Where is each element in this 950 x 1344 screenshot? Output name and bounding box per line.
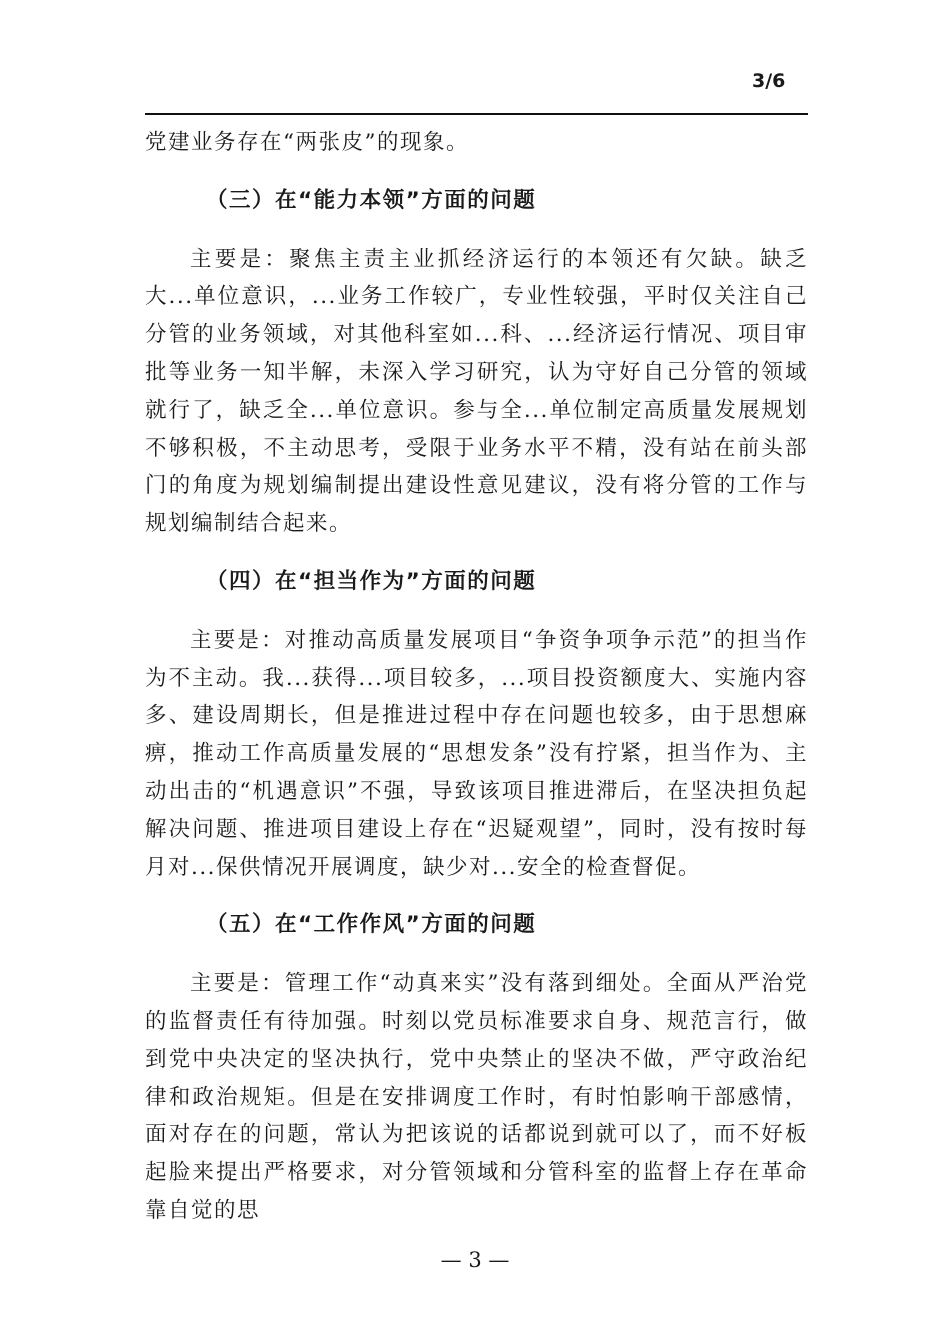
page-counter: 3/6 [752,70,786,92]
section-heading-5: （五）在“工作作风”方面的问题 [206,912,537,938]
footer-page-number: — 3 — [440,1248,510,1272]
header-divider [145,113,808,115]
paragraph-section-3: 主要是：聚焦主责主业抓经济运行的本领还有欠缺。缺乏大...单位意识，...业务工作较广，专业性较强，平时仅关注自己分管的业务领域，对其他科室如...科、...经济运行情况、项目审批等业务一知半解，未深入学习研究，认为守好自己分管的领域就行了，缺乏全...单位意识。参与全...单位制定高质量发展规划不够积极，不主动思考，受限于业务水平不精，没有站在前头部门的角度为规划编制提出建设性意见建议，没有将分管的工作与规划编制结合起来。 [145,246,808,537]
paragraph-section-5: 主要是：管理工作“动真来实”没有落到细处。全面从严治党的监督责任有待加强。时刻以党员标准要求自身、规范言行，做到党中央决定的坚决执行，党中央禁止的坚决不做，严守政治纪律和政治规矩。但是在安排调度工作时，有时怕影响干部感情，面对存在的问题，常认为把该说的话都说到就可以了，而不好板起脸来提出严格要求，对分管领域和分管科室的监督上存在革命靠自觉的思 [145,971,808,1223]
section-heading-3: （三）在“能力本领”方面的问题 [206,187,537,213]
paragraph-section-4: 主要是：对推动高质量发展项目“争资争项争示范”的担当作为不主动。我...获得...项目较多，...项目投资额度大、实施内容多、建设周期长，但是推进过程中存在问题也较多，由于思想麻痹，推动工作高质量发展的“思想发条”没有拧紧，担当作为、主动出击的“机遇意识”不强，导致该项目推进滞后，在坚决担负起解决问题、推进项目建设上存在“迟疑观望”，同时，没有按时每月对...保供情况开展调度，缺少对...安全的检查督促。 [145,627,808,880]
document-body [145,124,808,1230]
paragraph-continuation: 党建业务存在“两张皮”的现象。 [145,130,469,155]
section-heading-4: （四）在“担当作为”方面的问题 [206,568,537,594]
